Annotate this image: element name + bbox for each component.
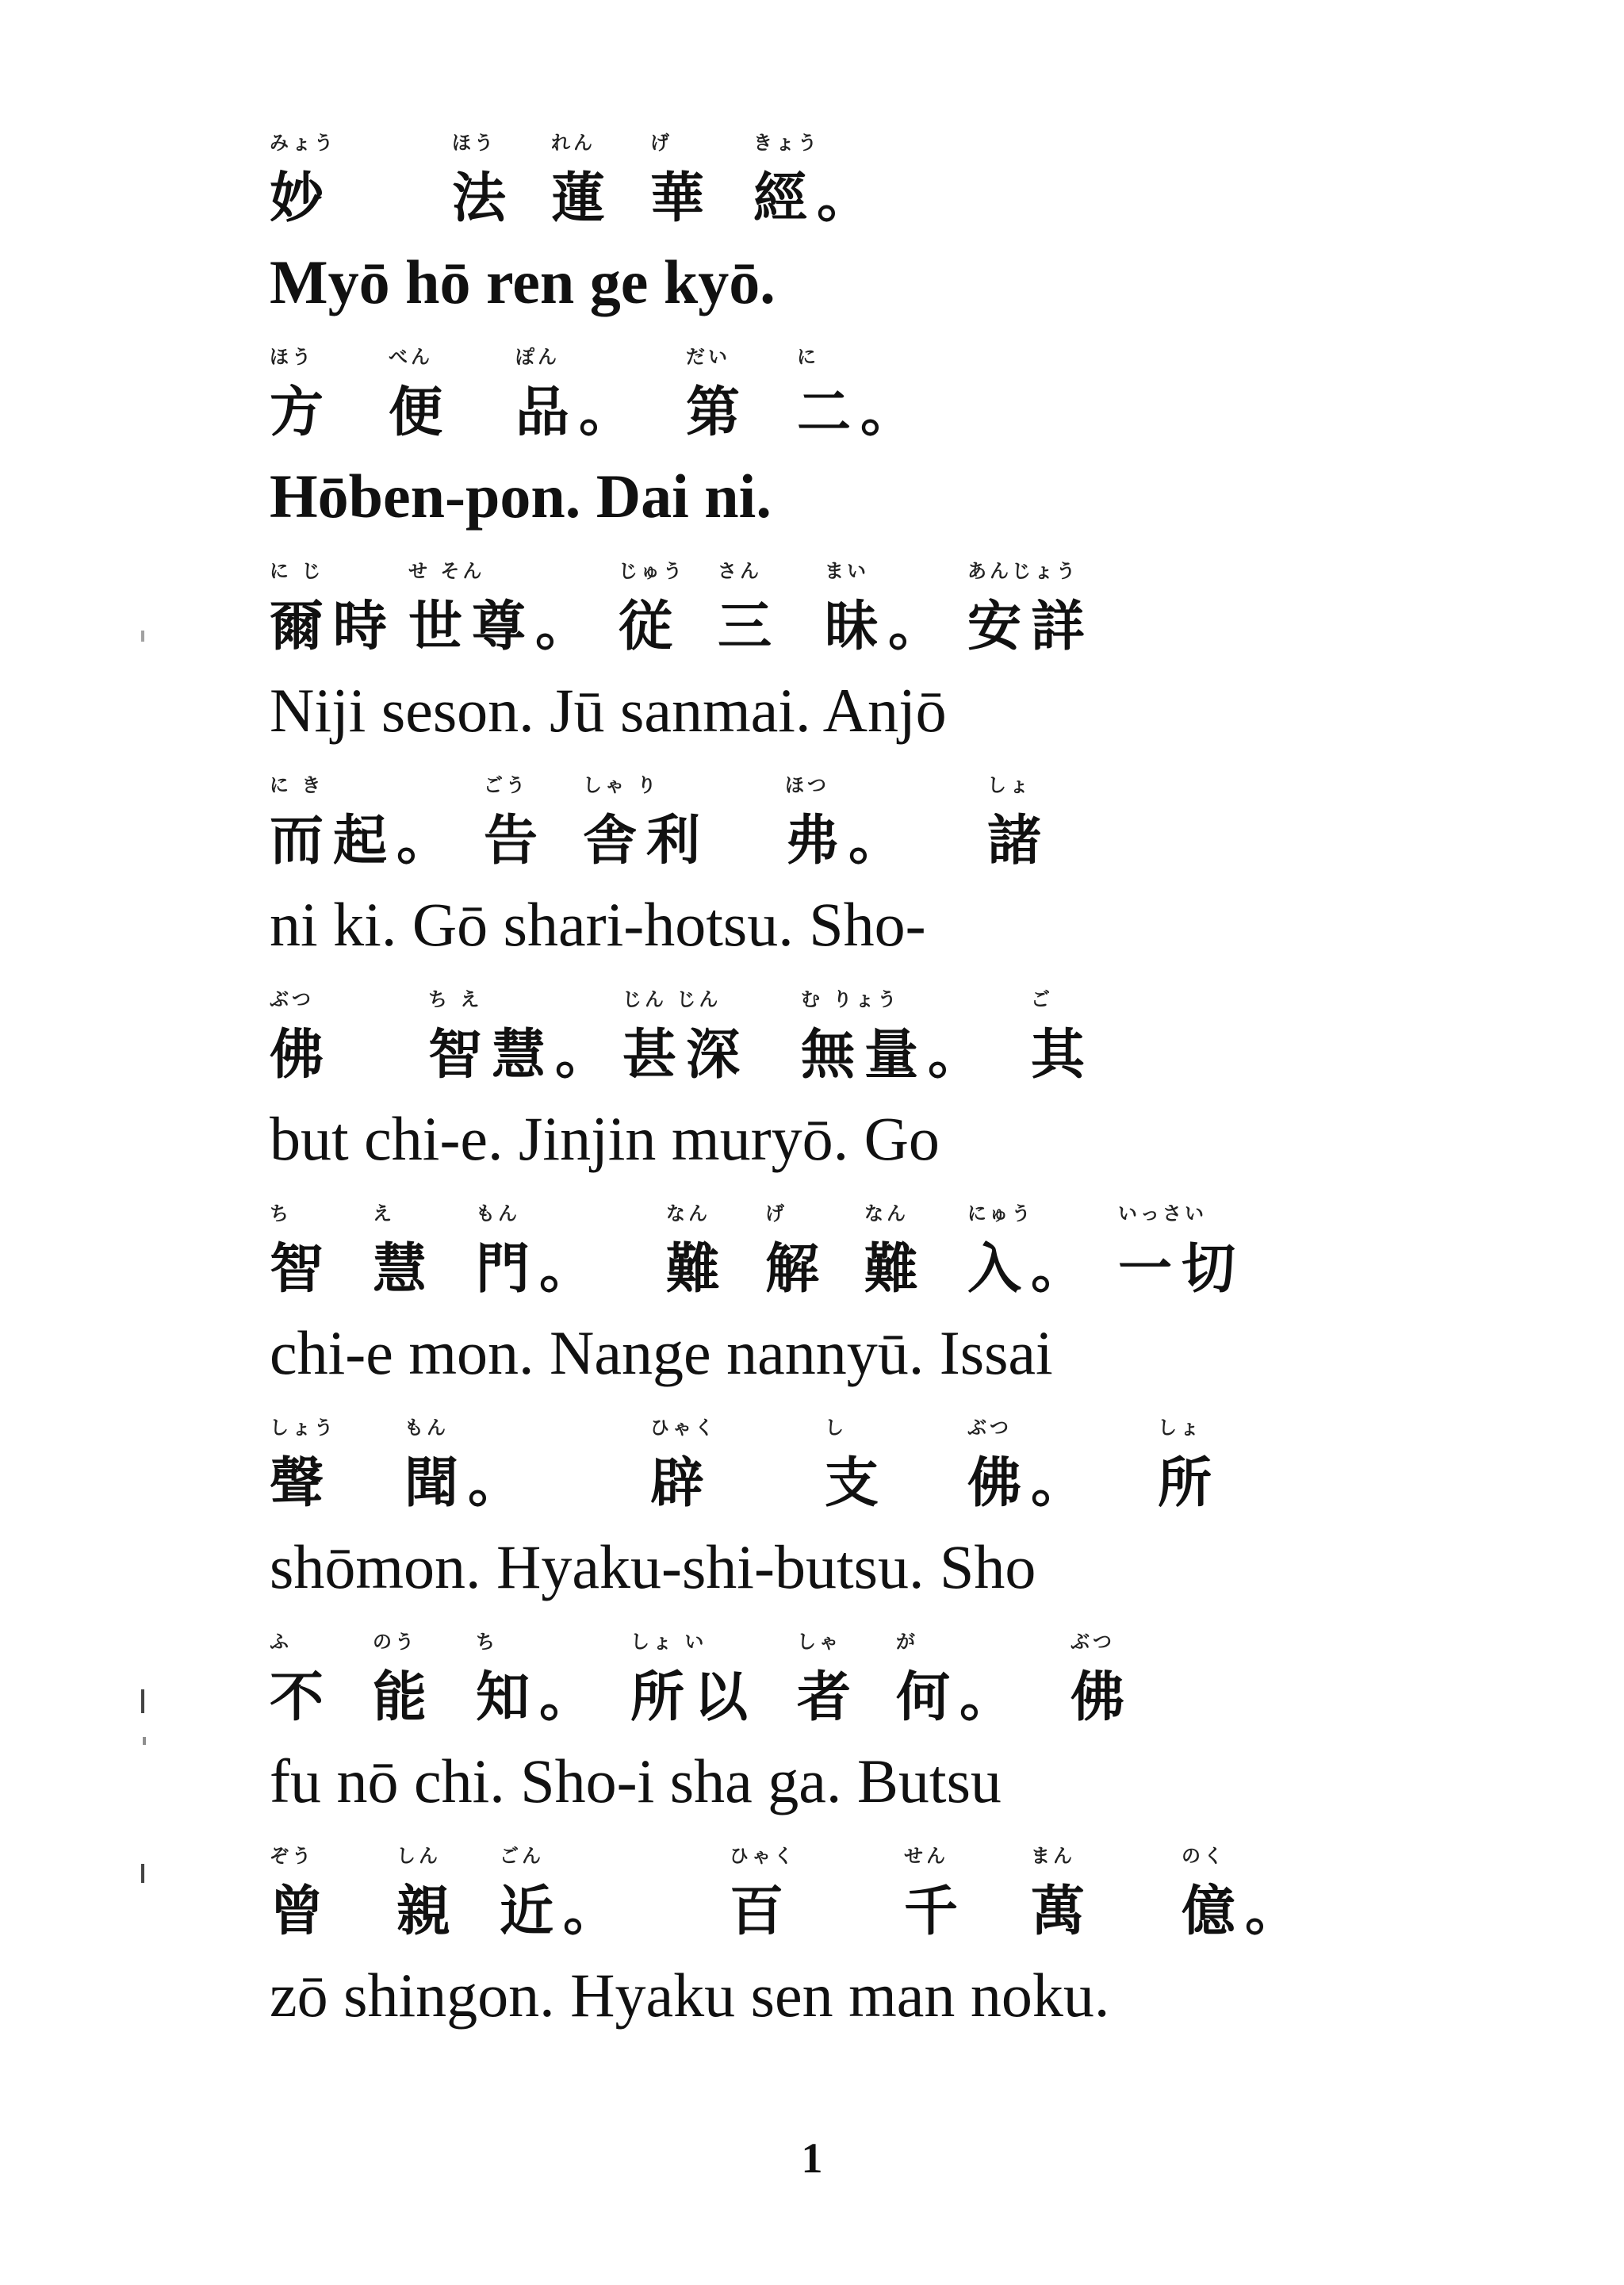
kanji-text: 無量。 xyxy=(801,1024,992,1087)
kanji-text: 難 xyxy=(864,1238,929,1301)
furigana: ち え xyxy=(428,988,483,1010)
romaji-line: Niji seson. Jū sanmai. Anjō xyxy=(270,676,947,745)
furigana: ほう xyxy=(270,346,314,368)
furigana: ご xyxy=(1031,988,1053,1010)
kanji-line xyxy=(270,1840,1364,1943)
kanji-text: 聞。 xyxy=(404,1452,532,1515)
furigana: ごう xyxy=(484,774,528,796)
furigana: きょう xyxy=(753,132,820,154)
furigana: もん xyxy=(404,1417,449,1439)
furigana: げ xyxy=(650,132,672,154)
furigana: し xyxy=(825,1417,847,1439)
kanji-text: 支 xyxy=(825,1452,889,1515)
furigana: ごん xyxy=(500,1845,544,1867)
furigana: が xyxy=(896,1631,918,1653)
kanji-text: 萬 xyxy=(1031,1881,1095,1943)
kanji-text: 二。 xyxy=(797,381,925,444)
kanji-text: 舎利 xyxy=(583,810,710,872)
furigana: まん xyxy=(1031,1845,1075,1867)
kanji-text: 慧 xyxy=(373,1238,437,1301)
kanji-text: 爾時 xyxy=(270,596,397,658)
furigana: れん xyxy=(551,132,596,154)
kanji-text: 難 xyxy=(666,1238,730,1301)
kanji-line xyxy=(270,555,1364,658)
furigana: しょう xyxy=(270,1417,336,1439)
kanji-text: 聲 xyxy=(270,1452,334,1515)
kanji-text: 蓮 xyxy=(551,167,615,230)
furigana: ひゃく xyxy=(650,1417,717,1439)
furigana: ち xyxy=(476,1631,498,1653)
kanji-line xyxy=(270,341,1364,444)
kanji-text: 便 xyxy=(389,381,453,444)
kanji-text: 妙 xyxy=(270,167,334,230)
furigana: いっさい xyxy=(1118,1202,1207,1225)
furigana: しょ い xyxy=(630,1631,707,1653)
kanji-text: 近。 xyxy=(500,1881,627,1943)
kanji-line xyxy=(270,769,1364,872)
kanji-text: 解 xyxy=(765,1238,829,1301)
romaji-line: fu nō chi. Sho-i sha ga. Butsu xyxy=(270,1746,1002,1815)
page-number: 1 xyxy=(801,2134,823,2182)
kanji-text: 方 xyxy=(270,381,334,444)
kanji-text: 入。 xyxy=(967,1238,1095,1301)
kanji-text: 億。 xyxy=(1182,1881,1309,1943)
furigana: げ xyxy=(765,1202,787,1225)
kanji-text: 親 xyxy=(396,1881,461,1943)
kanji-text: 安詳 xyxy=(967,596,1095,658)
kanji-text: 何。 xyxy=(896,1666,1024,1729)
kanji-text: 而起。 xyxy=(270,810,461,872)
kanji-text: 昧。 xyxy=(825,596,952,658)
kanji-text: 一切 xyxy=(1118,1238,1246,1301)
furigana: だい xyxy=(686,346,730,368)
furigana: せん xyxy=(904,1845,948,1867)
kanji-text: 智 xyxy=(270,1238,334,1301)
furigana: のく xyxy=(1182,1845,1226,1867)
romaji-line: Hōben-pon. Dai ni. xyxy=(270,462,772,531)
furigana: せ そん xyxy=(408,560,485,582)
furigana: なん xyxy=(666,1202,710,1225)
kanji-text: 華 xyxy=(650,167,714,230)
furigana: ほつ xyxy=(785,774,829,796)
furigana: しょ xyxy=(987,774,1032,796)
kanji-text: 三 xyxy=(718,596,782,658)
kanji-text: 智慧。 xyxy=(428,1024,619,1087)
kanji-text: 所 xyxy=(1158,1452,1222,1515)
furigana: しゃ xyxy=(797,1631,841,1653)
kanji-text: 世尊。 xyxy=(408,596,599,658)
furigana: しょ xyxy=(1158,1417,1202,1439)
furigana: しん xyxy=(396,1845,441,1867)
furigana: ふ xyxy=(270,1631,292,1653)
furigana: え xyxy=(373,1202,395,1225)
kanji-text: 甚深 xyxy=(622,1024,750,1087)
kanji-text: 曾 xyxy=(270,1881,334,1943)
kanji-text: 百 xyxy=(730,1881,794,1943)
romaji-line: but chi-e. Jinjin muryō. Go xyxy=(270,1104,940,1173)
kanji-text: 第 xyxy=(686,381,750,444)
kanji-line xyxy=(270,1412,1364,1515)
furigana: ほう xyxy=(452,132,496,154)
romaji-line: chi-e mon. Nange nannyū. Issai xyxy=(270,1318,1053,1387)
kanji-line xyxy=(270,1626,1364,1729)
romaji-line: zō shingon. Hyaku sen man noku. xyxy=(270,1961,1110,2030)
kanji-text: 其 xyxy=(1031,1024,1095,1087)
kanji-text: 所以 xyxy=(630,1666,758,1729)
furigana: まい xyxy=(825,560,869,582)
furigana: もん xyxy=(476,1202,520,1225)
furigana: なん xyxy=(864,1202,909,1225)
kanji-text: 經。 xyxy=(753,167,881,230)
kanji-text: 従 xyxy=(619,596,683,658)
kanji-text: 千 xyxy=(904,1881,968,1943)
furigana: あんじょう xyxy=(967,560,1078,582)
kanji-text: 諸 xyxy=(987,810,1051,872)
kanji-text: 不 xyxy=(270,1666,334,1729)
furigana: のう xyxy=(373,1631,417,1653)
romaji-line: Myō hō ren ge kyō. xyxy=(270,247,776,316)
kanji-text: 佛。 xyxy=(967,1452,1095,1515)
furigana: じん じん xyxy=(622,988,722,1010)
furigana: ぽん xyxy=(515,346,560,368)
furigana: べん xyxy=(389,346,433,368)
kanji-text: 辟 xyxy=(650,1452,714,1515)
furigana: ぞう xyxy=(270,1845,314,1867)
furigana: に xyxy=(797,346,819,368)
scan-speck xyxy=(141,1864,144,1883)
kanji-text: 品。 xyxy=(515,381,643,444)
furigana: ぶつ xyxy=(1071,1631,1115,1653)
furigana: む りょう xyxy=(801,988,900,1010)
kanji-text: 弗。 xyxy=(785,810,913,872)
kanji-text: 佛 xyxy=(1071,1666,1135,1729)
furigana: ぶつ xyxy=(967,1417,1012,1439)
furigana: に き xyxy=(270,774,324,796)
kanji-text: 能 xyxy=(373,1666,437,1729)
kanji-text: 者 xyxy=(797,1666,861,1729)
scan-speck xyxy=(141,631,144,642)
kanji-text: 告 xyxy=(484,810,548,872)
romaji-line: shōmon. Hyaku-shi-butsu. Sho xyxy=(270,1532,1036,1601)
romaji-line: ni ki. Gō shari-hotsu. Sho- xyxy=(270,890,926,959)
furigana: みょう xyxy=(270,132,336,154)
furigana: ち xyxy=(270,1202,292,1225)
furigana: ぶつ xyxy=(270,988,314,1010)
kanji-line xyxy=(270,1198,1364,1301)
kanji-text: 佛 xyxy=(270,1024,334,1087)
kanji-text: 門。 xyxy=(476,1238,603,1301)
furigana: じゅう xyxy=(619,560,685,582)
scan-speck xyxy=(141,1689,144,1713)
kanji-line xyxy=(270,983,1364,1087)
furigana: に じ xyxy=(270,560,324,582)
kanji-text: 知。 xyxy=(476,1666,603,1729)
scan-speck xyxy=(143,1737,146,1745)
furigana: ひゃく xyxy=(730,1845,796,1867)
kanji-text: 法 xyxy=(452,167,516,230)
furigana: にゅう xyxy=(967,1202,1034,1225)
furigana: しゃ り xyxy=(583,774,660,796)
kanji-line xyxy=(270,127,1364,230)
furigana: さん xyxy=(718,560,762,582)
